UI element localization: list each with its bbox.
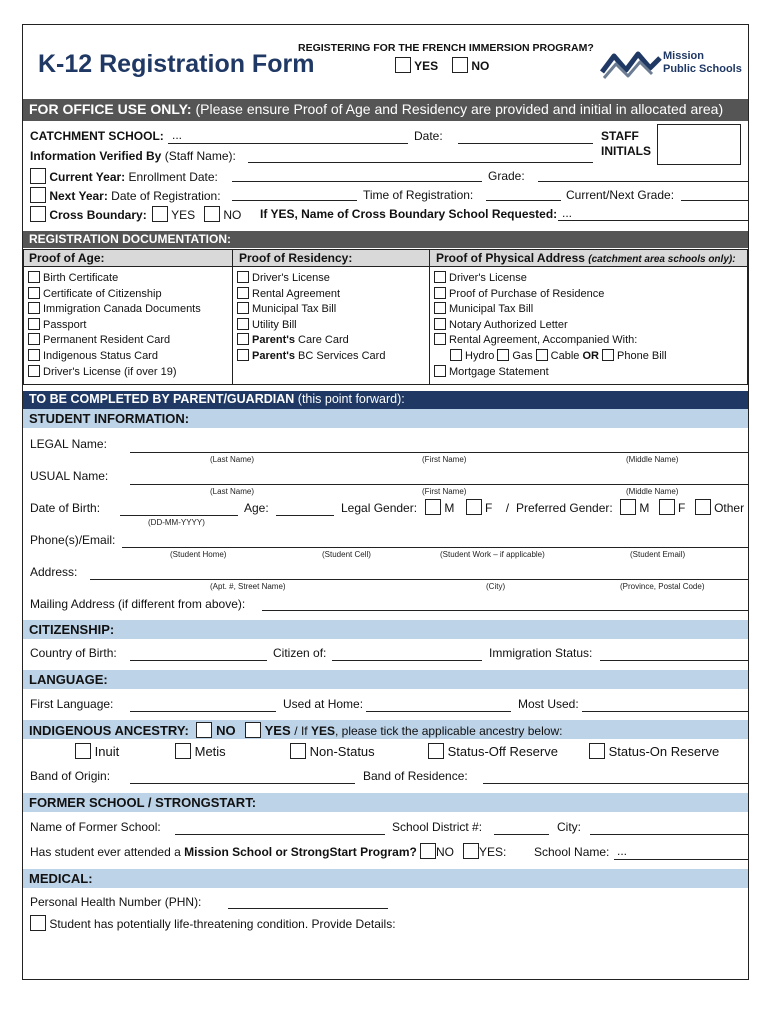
staff-initials-box[interactable] [657, 124, 741, 165]
age-input[interactable] [276, 515, 334, 516]
caption: (Apt. #, Street Name) [210, 582, 286, 591]
checkbox[interactable] [450, 349, 462, 361]
grade-input[interactable] [538, 181, 748, 182]
caption: (First Name) [422, 487, 467, 496]
enrollment-date-input[interactable] [232, 181, 482, 182]
legal-name-label: LEGAL Name: [30, 437, 107, 451]
checkbox[interactable] [28, 333, 40, 345]
first-language-label: First Language: [30, 697, 114, 711]
checkbox[interactable] [434, 318, 446, 330]
country-input[interactable] [130, 660, 267, 661]
band-origin-input[interactable] [130, 783, 355, 784]
checkbox[interactable] [28, 349, 40, 361]
usual-name-input[interactable] [130, 484, 748, 485]
ancestry-non-status: Non-Status [290, 743, 375, 759]
phn-label: Personal Health Number (PHN): [30, 895, 202, 909]
mission-logo-icon [600, 44, 662, 80]
next-year-checkbox[interactable] [30, 187, 46, 203]
checkbox[interactable] [237, 287, 249, 299]
documentation-header: REGISTRATION DOCUMENTATION: [23, 231, 748, 248]
band-residence-label: Band of Residence: [363, 769, 468, 783]
page-title: K-12 Registration Form [38, 50, 315, 78]
legal-gender-f-checkbox[interactable] [466, 499, 482, 515]
school-name-value: ... [617, 844, 628, 858]
cross-yes-checkbox[interactable] [152, 206, 168, 222]
attended-label: Has student ever attended a Mission School or StrongStart Program? [30, 845, 417, 859]
date-input[interactable] [458, 143, 593, 144]
office-header: FOR OFFICE USE ONLY: (Please ensure Proof of Age and Residency are provided and initial in allocated area) [23, 99, 748, 121]
indigenous-yes-checkbox[interactable] [245, 722, 261, 738]
checkbox[interactable] [28, 271, 40, 283]
checkbox[interactable] [536, 349, 548, 361]
ancestry-status-off: Status-Off Reserve [428, 743, 558, 759]
pref-gender-other-checkbox[interactable] [695, 499, 711, 515]
checkbox[interactable] [434, 365, 446, 377]
caption: (Student Work – if applicable) [440, 550, 545, 559]
divider [232, 249, 233, 267]
checkbox[interactable] [290, 743, 306, 759]
checkbox[interactable] [434, 302, 446, 314]
phn-input[interactable] [228, 908, 388, 909]
parent-header: TO BE COMPLETED BY PARENT/GUARDIAN (this point forward): [23, 391, 748, 409]
cur-next-grade-input[interactable] [681, 200, 748, 201]
pref-gender-f-checkbox[interactable] [659, 499, 675, 515]
checkbox[interactable] [237, 302, 249, 314]
attended-yes-checkbox[interactable] [463, 843, 479, 859]
verified-input[interactable] [248, 162, 593, 163]
school-name-input[interactable] [614, 859, 748, 860]
time-label: Time of Registration: [363, 188, 474, 202]
age-label: Age: [244, 501, 269, 515]
french-question: REGISTERING FOR THE FRENCH IMMERSION PROGRAM? [298, 42, 594, 54]
school-name-label: School Name: [534, 845, 610, 859]
checkbox[interactable] [602, 349, 614, 361]
attended-no: NO [420, 843, 454, 859]
former-city-label: City: [557, 820, 581, 834]
cross-yes: YES [152, 206, 195, 222]
condition-checkbox[interactable] [30, 915, 46, 931]
home-language-input[interactable] [366, 711, 511, 712]
caption: (DD-MM-YYYY) [148, 518, 205, 527]
caption: (Last Name) [210, 487, 255, 496]
staff-initials-label: STAFF INITIALS [601, 129, 651, 158]
band-residence-input[interactable] [483, 783, 748, 784]
cross-no: NO [204, 206, 241, 222]
caption: (Student Email) [630, 550, 686, 559]
checkbox[interactable] [434, 287, 446, 299]
address-header: Proof of Physical Address (catchment area schools only): [436, 251, 736, 265]
dob-input[interactable] [120, 515, 238, 516]
if-yes-label: If YES, Name of Cross Boundary School Requested: [260, 207, 558, 221]
district-label: School District #: [392, 820, 483, 834]
immigration-input[interactable] [600, 660, 748, 661]
home-language-label: Used at Home: [283, 697, 364, 711]
attended-no-checkbox[interactable] [420, 843, 436, 859]
residency-list: Driver's License Rental Agreement Municipal Tax Bill Utility Bill Parent's Care Card Parent's BC Services Card [232, 267, 430, 385]
checkbox[interactable] [434, 333, 446, 345]
ancestry-status-on: Status-On Reserve [589, 743, 719, 759]
legal-gender-options: M F / [425, 499, 509, 515]
phone-email-input[interactable] [122, 547, 748, 548]
if-yes-value: ... [562, 206, 573, 220]
address-label: Address: [30, 565, 78, 579]
address-input[interactable] [90, 579, 748, 580]
condition-label: Student has potentially life-threatening condition. Provide Details: [30, 915, 396, 931]
citizen-label: Citizen of: [273, 646, 327, 660]
legal-gender-m-checkbox[interactable] [425, 499, 441, 515]
band-origin-label: Band of Origin: [30, 769, 111, 783]
legal-name-input[interactable] [130, 452, 748, 453]
catchment-value: ... [172, 128, 183, 142]
residency-header: Proof of Residency: [239, 251, 353, 265]
caption: (Student Home) [170, 550, 227, 559]
legal-gender-label: Legal Gender: [341, 501, 418, 515]
citizenship-header: CITIZENSHIP: [23, 620, 748, 639]
dob-label: Date of Birth: [30, 501, 101, 515]
usual-name-label: USUAL Name: [30, 469, 109, 483]
registration-date-input[interactable] [232, 200, 357, 201]
caption: (Last Name) [210, 455, 255, 464]
district-input[interactable] [494, 834, 549, 835]
logo-text: Mission Public Schools [663, 50, 742, 75]
age-header: Proof of Age: [29, 251, 105, 265]
checkbox[interactable] [28, 365, 40, 377]
checkbox[interactable] [175, 743, 191, 759]
mailing-label: Mailing Address (if different from above): [30, 597, 246, 611]
cur-next-grade-label: Current/Next Grade: [566, 188, 675, 202]
checkbox[interactable] [75, 743, 91, 759]
cross-boundary: Cross Boundary: [30, 206, 147, 222]
caption: (Middle Name) [626, 487, 679, 496]
checkbox[interactable] [28, 318, 40, 330]
french-yes: YES [395, 57, 438, 73]
country-label: Country of Birth: [30, 646, 117, 660]
next-year: Next Year: Date of Registration: [30, 187, 221, 203]
citizen-input[interactable] [332, 660, 482, 661]
catchment-label: CATCHMENT SCHOOL: [30, 129, 164, 143]
checkbox[interactable] [497, 349, 509, 361]
caption: (City) [486, 582, 506, 591]
grade-label: Grade: [488, 169, 525, 183]
divider [429, 249, 430, 267]
current-year: Current Year: Enrollment Date: [30, 168, 218, 184]
french-no-checkbox[interactable] [452, 57, 468, 73]
language-header: LANGUAGE: [23, 670, 748, 689]
caption: (Middle Name) [626, 455, 679, 464]
indigenous-header: INDIGENOUS ANCESTRY: NO YES / If YES, please tick the applicable ancestry below: [23, 720, 748, 739]
attended-yes: YES: [463, 843, 506, 859]
french-no: NO [452, 57, 489, 73]
phone-email-label: Phone(s)/Email: [30, 533, 116, 547]
checkbox[interactable] [237, 349, 249, 361]
former-school-input[interactable] [175, 834, 385, 835]
most-used-input[interactable] [582, 711, 748, 712]
checkbox[interactable] [237, 271, 249, 283]
catchment-input[interactable] [168, 143, 408, 144]
checkbox[interactable] [589, 743, 605, 759]
french-yes-checkbox[interactable] [395, 57, 411, 73]
checkbox[interactable] [237, 318, 249, 330]
age-list: Birth Certificate Certificate of Citizenship Immigration Canada Documents Passport Permanent Resident Card Indigenous Status Card Driver's License (if over 19) [23, 267, 233, 385]
first-language-input[interactable] [130, 711, 276, 712]
medical-header: MEDICAL: [23, 869, 748, 888]
checkbox[interactable] [434, 271, 446, 283]
cross-school-input[interactable] [558, 220, 748, 221]
mailing-input[interactable] [262, 610, 748, 611]
ancestry-metis: Metis [175, 743, 226, 759]
current-year-checkbox[interactable] [30, 168, 46, 184]
time-input[interactable] [486, 200, 561, 201]
caption: (First Name) [422, 455, 467, 464]
caption: (Province, Postal Code) [620, 582, 705, 591]
ancestry-inuit: Inuit [75, 743, 119, 759]
checkbox[interactable] [428, 743, 444, 759]
student-header: STUDENT INFORMATION: [23, 409, 748, 428]
checkbox[interactable] [28, 287, 40, 299]
cross-no-checkbox[interactable] [204, 206, 220, 222]
indigenous-no-checkbox[interactable] [196, 722, 212, 738]
cross-boundary-checkbox[interactable] [30, 206, 46, 222]
verified-label: Information Verified By (Staff Name): [30, 149, 236, 163]
immigration-label: Immigration Status: [489, 646, 593, 660]
caption: (Student Cell) [322, 550, 371, 559]
preferred-gender-options: M F Other [620, 499, 744, 515]
former-school-label: Name of Former School: [30, 820, 161, 834]
former-city-input[interactable] [590, 834, 748, 835]
former-header: FORMER SCHOOL / STRONGSTART: [23, 793, 748, 812]
checkbox[interactable] [237, 333, 249, 345]
pref-gender-m-checkbox[interactable] [620, 499, 636, 515]
checkbox[interactable] [28, 302, 40, 314]
preferred-gender-label: Preferred Gender: [516, 501, 613, 515]
most-used-label: Most Used: [518, 697, 579, 711]
address-list: Driver's License Proof of Purchase of Residence Municipal Tax Bill Notary Authorized Letter Rental Agreement, Accompanied With: Hydro Gas Cable OR Phone Bill Mortgage Statement [429, 267, 748, 385]
date-label: Date: [414, 129, 443, 143]
